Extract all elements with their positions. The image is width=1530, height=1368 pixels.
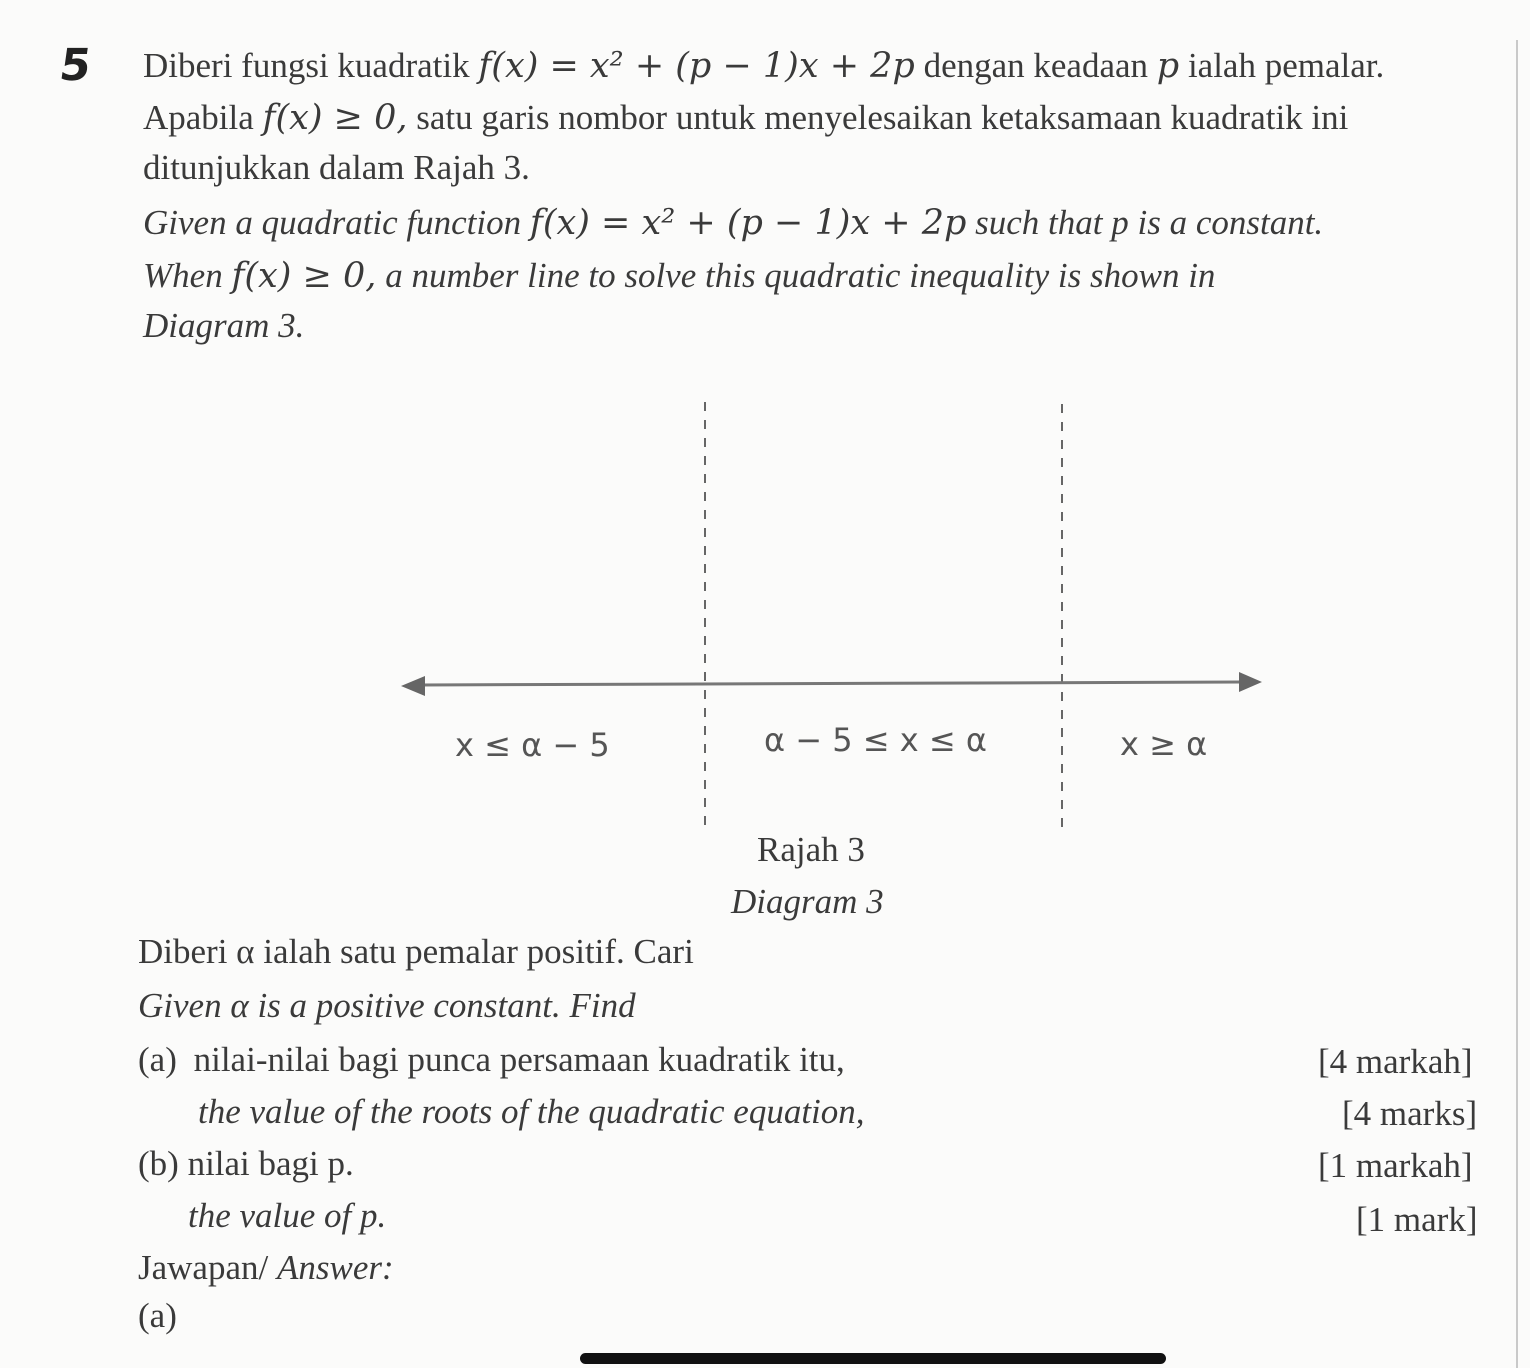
given-malay: Diberi α ialah satu pemalar positif. Cari [138, 932, 694, 971]
function-equation: f(x) = x² + (p − 1)x + 2p [478, 46, 915, 86]
page-margin-line [1516, 40, 1518, 1368]
given-english: Given α is a positive constant. Find [138, 986, 636, 1025]
number-line [420, 682, 1242, 685]
part-b-malay-text: nilai bagi p. [187, 1144, 354, 1183]
part-b-english-text: the value of p. [188, 1196, 387, 1235]
part-b-marks-english: [1 mark] [1356, 1200, 1478, 1239]
malay-intro-text: ialah pemalar. [1187, 46, 1385, 85]
part-b-marks-malay: [1 markah] [1318, 1146, 1473, 1185]
part-a-label: (a) [138, 1040, 177, 1079]
part-b-malay-line [138, 1144, 354, 1184]
region-right-label: x ≥ α [1120, 725, 1208, 763]
answer-label [138, 1248, 394, 1288]
english-intro-text: Given a quadratic function [143, 203, 522, 242]
english-intro-text: When [143, 256, 223, 295]
malay-intro-text: Diberi fungsi kuadratik [143, 46, 470, 85]
part-b-label: (b) [138, 1144, 179, 1183]
answer-part-a: (a) [138, 1296, 177, 1335]
english-intro-text: a number line to solve this quadratic inequality is shown in [385, 256, 1216, 295]
caption-malay: Rajah 3 [757, 830, 865, 869]
part-a-malay-line [138, 1040, 845, 1080]
part-a-english-text: the value of the roots of the quadratic equation, [198, 1092, 865, 1131]
answer-label-english: Answer: [276, 1248, 394, 1287]
variable-p: p [1156, 46, 1180, 86]
region-middle-label: α − 5 ≤ x ≤ α [764, 721, 987, 759]
arrow-right-head [1239, 672, 1262, 692]
english-intro-line-3: Diagram 3. [143, 306, 305, 345]
malay-intro-text: Apabila [143, 98, 254, 137]
arrow-left-head [401, 676, 425, 696]
caption-english: Diagram 3 [731, 882, 884, 921]
part-a-marks-malay: [4 markah] [1318, 1042, 1473, 1081]
part-a-marks-english: [4 marks] [1342, 1094, 1478, 1133]
malay-intro-line-2 [143, 98, 1348, 138]
answer-label-malay: Jawapan/ [138, 1248, 269, 1287]
region-left-label: x ≤ α − 5 [455, 726, 610, 764]
english-intro-line-2 [143, 256, 1215, 296]
malay-intro-line-3: ditunjukkan dalam Rajah 3. [143, 148, 530, 187]
home-indicator[interactable] [580, 1353, 1166, 1364]
malay-intro-text: dengan keadaan [923, 46, 1149, 85]
question-number: 5 [56, 40, 95, 91]
function-equation: f(x) = x² + (p − 1)x + 2p [529, 203, 967, 243]
inequality: f(x) ≥ 0, [262, 98, 408, 138]
malay-intro-text: satu garis nombor untuk menyelesaikan ketaksamaan kuadratik ini [416, 98, 1349, 137]
inequality: f(x) ≥ 0, [231, 256, 377, 296]
english-intro-text: such that p is a constant. [975, 203, 1324, 242]
malay-intro-line-1 [143, 46, 1384, 86]
english-intro-line-1 [143, 203, 1323, 243]
part-a-malay-text: nilai-nilai bagi punca persamaan kuadratik itu, [193, 1040, 845, 1079]
